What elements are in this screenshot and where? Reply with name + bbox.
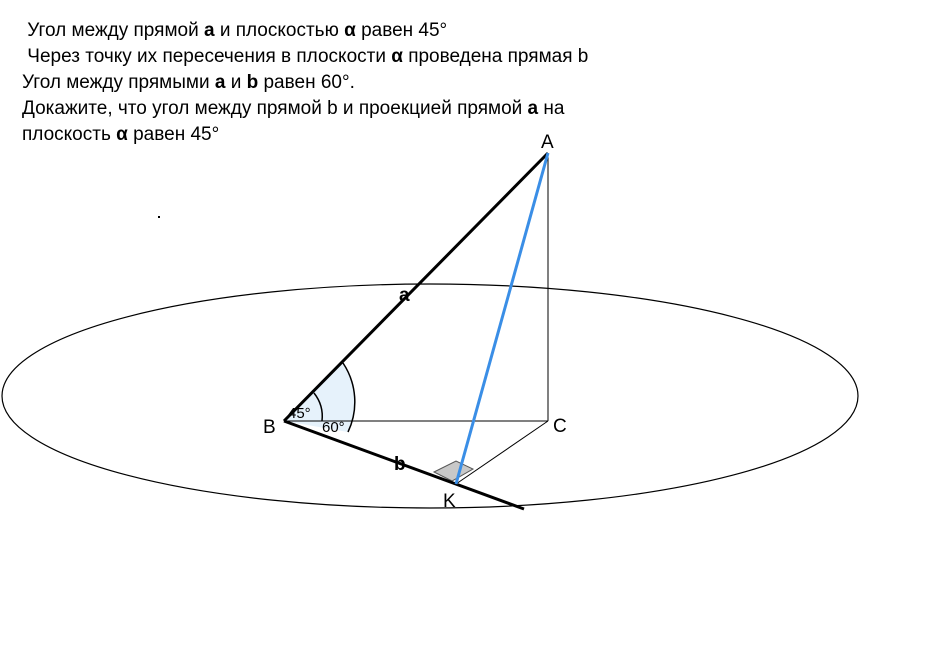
text: равен 60°. xyxy=(258,72,355,93)
text-bold: a xyxy=(203,20,215,41)
line-label-b: b xyxy=(394,454,406,475)
text-bold: α xyxy=(391,46,403,67)
segment-AK xyxy=(456,153,548,484)
text: равен 45° xyxy=(127,124,220,145)
text: на xyxy=(538,98,565,119)
point-label-A: A xyxy=(541,132,554,153)
point-label-C: C xyxy=(553,416,567,437)
stray-dot xyxy=(158,216,160,218)
text: Угол между прямыми xyxy=(22,72,215,93)
text-bold: b xyxy=(246,72,259,93)
text: плоскость xyxy=(22,124,117,145)
text: и xyxy=(225,72,247,93)
angle-label-60: 60° xyxy=(322,419,345,436)
point-label-K: K xyxy=(443,491,456,512)
text-bold: a xyxy=(527,98,539,119)
text: проведена прямая b xyxy=(402,46,589,67)
text-bold: α xyxy=(344,20,356,41)
text: Докажите, что угол между прямой b и проекцией прямой xyxy=(22,98,528,119)
text-bold: a xyxy=(214,72,226,93)
text: равен 45° xyxy=(355,20,448,41)
text: Угол между прямой xyxy=(22,20,204,41)
text: и плоскостью xyxy=(214,20,345,41)
text: Через точку их пересечения в плоскости xyxy=(22,46,392,67)
line-label-a: a xyxy=(399,285,410,306)
angle-label-45: 45° xyxy=(288,405,311,422)
point-label-B: B xyxy=(263,417,276,438)
text-bold: α xyxy=(116,124,128,145)
